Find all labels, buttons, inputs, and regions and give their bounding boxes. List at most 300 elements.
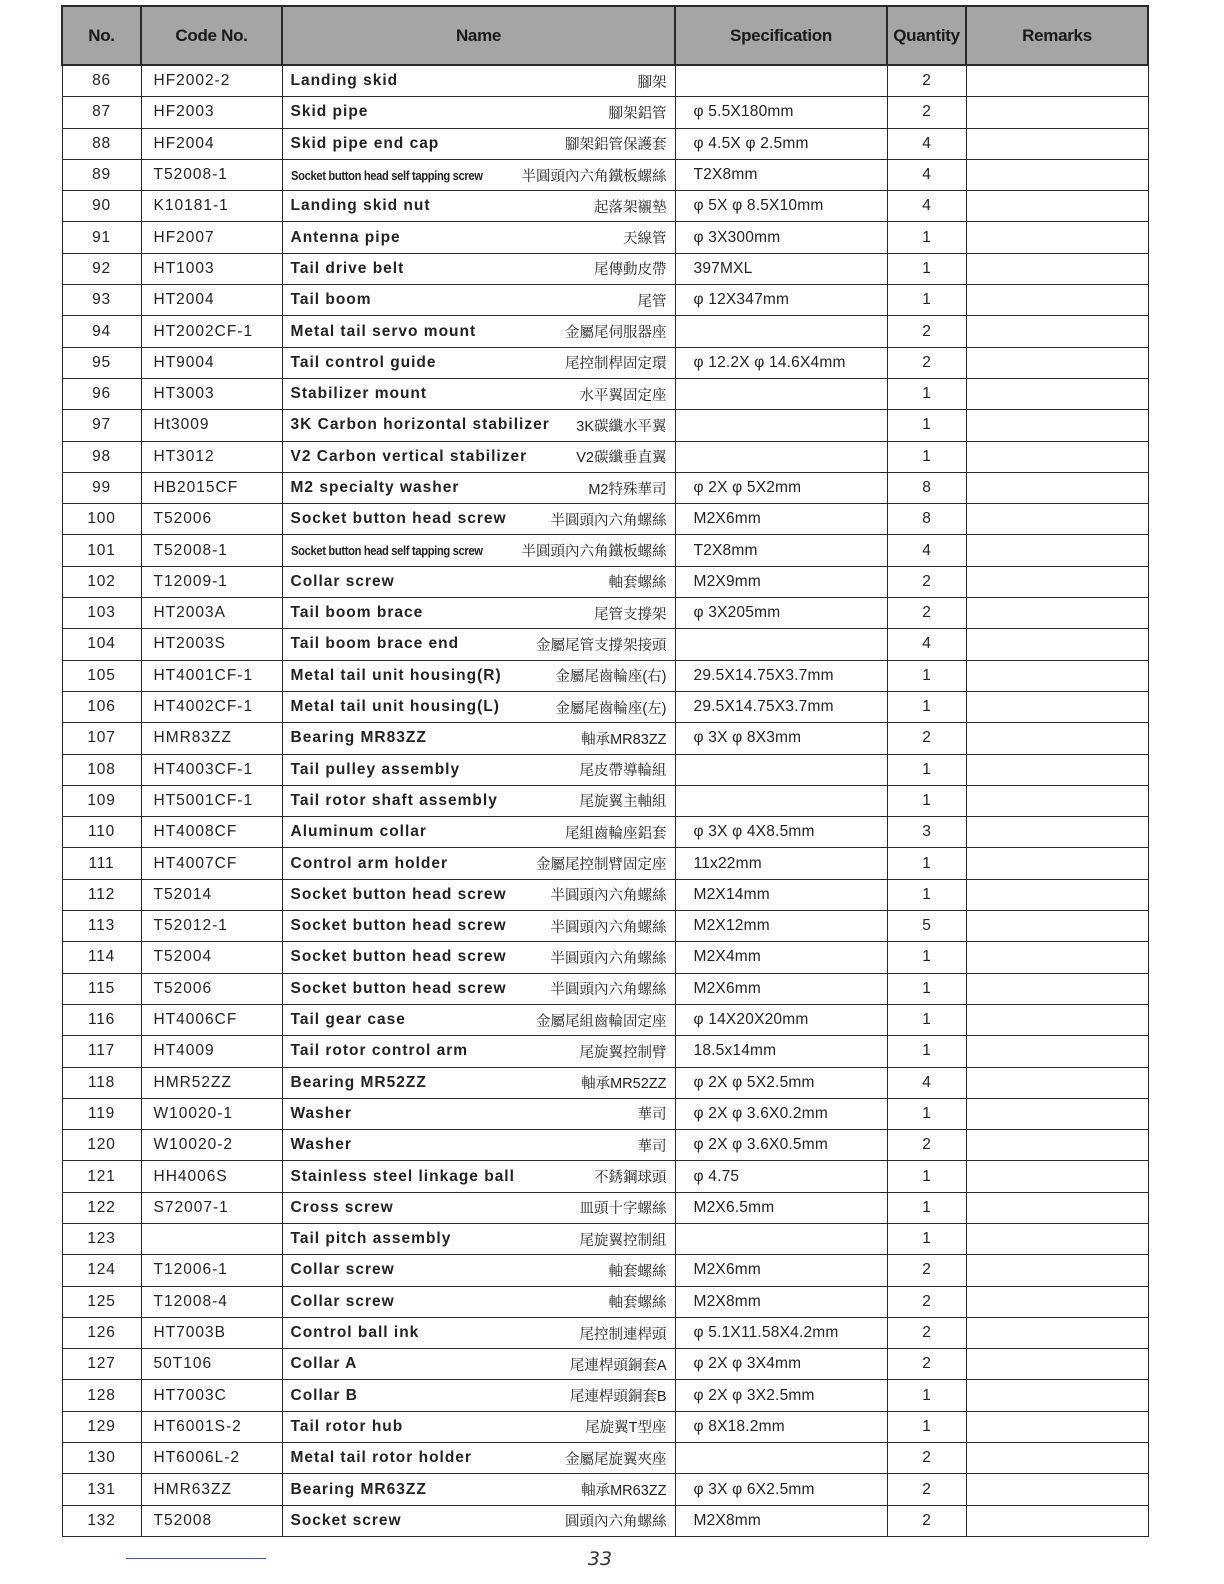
cell-code: HT4008CF <box>141 817 282 848</box>
part-name-en: Collar A <box>290 1355 358 1373</box>
part-name-zh: V2碳纖垂直翼 <box>576 450 667 467</box>
cell-spec: M2X6mm <box>675 1255 887 1286</box>
cell-no: 100 <box>62 504 141 535</box>
cell-name <box>282 1255 675 1286</box>
cell-spec: T2X8mm <box>675 159 887 190</box>
cell-qty: 2 <box>887 566 966 597</box>
cell-remarks <box>966 285 1148 316</box>
table-row <box>62 97 1148 128</box>
cell-code: T52006 <box>141 504 282 535</box>
header-qty: Quantity <box>887 6 966 65</box>
cell-code: HT4007CF <box>141 848 282 879</box>
cell-code: HT4009 <box>141 1036 282 1067</box>
cell-code: HT2004 <box>141 285 282 316</box>
cell-spec: M2X8mm <box>675 1505 887 1536</box>
cell-spec <box>675 1443 887 1474</box>
cell-no: 122 <box>62 1192 141 1223</box>
cell-name <box>282 1505 675 1536</box>
part-name-zh: 軸承MR52ZZ <box>581 1076 667 1093</box>
cell-spec: φ 3X φ 6X2.5mm <box>675 1474 887 1505</box>
cell-spec: M2X6mm <box>675 973 887 1004</box>
table-row <box>62 598 1148 629</box>
cell-code: HB2015CF <box>141 472 282 503</box>
cell-qty: 2 <box>887 97 966 128</box>
cell-code: T52008-1 <box>141 159 282 190</box>
cell-name <box>282 1130 675 1161</box>
cell-remarks <box>966 973 1148 1004</box>
cell-code: T12006-1 <box>141 1255 282 1286</box>
cell-name <box>282 191 675 222</box>
table-row <box>62 785 1148 816</box>
cell-remarks <box>966 378 1148 409</box>
part-name-en: Stabilizer mount <box>290 385 428 403</box>
cell-no: 125 <box>62 1286 141 1317</box>
cell-remarks <box>966 1036 1148 1067</box>
cell-spec: φ 8X18.2mm <box>675 1411 887 1442</box>
cell-spec: M2X6mm <box>675 504 887 535</box>
cell-name <box>282 65 675 97</box>
cell-no: 114 <box>62 942 141 973</box>
cell-name <box>282 660 675 691</box>
cell-name <box>282 629 675 660</box>
cell-name <box>282 316 675 347</box>
cell-qty: 1 <box>887 754 966 785</box>
cell-code: HF2007 <box>141 222 282 253</box>
cell-spec: 397MXL <box>675 253 887 284</box>
cell-code: HT5001CF-1 <box>141 785 282 816</box>
cell-no: 124 <box>62 1255 141 1286</box>
table-row <box>62 1255 1148 1286</box>
part-name-en: V2 Carbon vertical stabilizer <box>290 447 528 465</box>
part-name-zh: 尾控制桿固定環 <box>565 356 667 373</box>
cell-name <box>282 1474 675 1505</box>
cell-spec: M2X12mm <box>675 911 887 942</box>
part-name-zh: 金屬尾管支撐架接頭 <box>536 637 667 654</box>
header-spec: Specification <box>675 6 887 65</box>
cell-spec <box>675 629 887 660</box>
part-name-en: Antenna pipe <box>290 228 401 246</box>
cell-no: 94 <box>62 316 141 347</box>
part-name-en: Aluminum collar <box>290 823 427 841</box>
cell-no: 128 <box>62 1380 141 1411</box>
cell-spec: 29.5X14.75X3.7mm <box>675 691 887 722</box>
cell-qty: 1 <box>887 973 966 1004</box>
table-row <box>62 1223 1148 1254</box>
cell-qty: 1 <box>887 1192 966 1223</box>
cell-code: HT6001S-2 <box>141 1411 282 1442</box>
cell-no: 127 <box>62 1349 141 1380</box>
page-number: 33 <box>587 1548 613 1570</box>
cell-no: 102 <box>62 566 141 597</box>
table-row <box>62 253 1148 284</box>
part-name-en: Tail pitch assembly <box>290 1230 452 1248</box>
cell-spec <box>675 316 887 347</box>
table-row <box>62 1317 1148 1348</box>
cell-no: 118 <box>62 1067 141 1098</box>
cell-no: 110 <box>62 817 141 848</box>
cell-remarks <box>966 1411 1148 1442</box>
cell-no: 121 <box>62 1161 141 1192</box>
cell-qty: 8 <box>887 504 966 535</box>
cell-qty: 1 <box>887 285 966 316</box>
part-name-en: Control arm holder <box>290 854 449 872</box>
cell-spec: φ 2X φ 3.6X0.2mm <box>675 1098 887 1129</box>
cell-no: 116 <box>62 1004 141 1035</box>
cell-code: T52008 <box>141 1505 282 1536</box>
part-name-en: Socket screw <box>290 1511 402 1529</box>
cell-spec <box>675 65 887 97</box>
part-name-en: Cross screw <box>290 1198 394 1216</box>
part-name-en: Landing skid nut <box>290 197 431 215</box>
cell-remarks <box>966 472 1148 503</box>
cell-spec: M2X4mm <box>675 942 887 973</box>
cell-spec <box>675 754 887 785</box>
cell-qty: 2 <box>887 1474 966 1505</box>
cell-spec <box>675 785 887 816</box>
part-name-en: Bearing MR52ZZ <box>290 1073 427 1091</box>
cell-qty: 1 <box>887 1098 966 1129</box>
cell-qty: 2 <box>887 1317 966 1348</box>
table-row <box>62 65 1148 97</box>
table-row <box>62 378 1148 409</box>
cell-remarks <box>966 504 1148 535</box>
table-row <box>62 973 1148 1004</box>
cell-qty: 8 <box>887 472 966 503</box>
cell-name <box>282 691 675 722</box>
table-row <box>62 942 1148 973</box>
cell-remarks <box>966 879 1148 910</box>
part-name-en: Tail gear case <box>290 1011 406 1029</box>
cell-code: HT4003CF-1 <box>141 754 282 785</box>
part-name-zh: 尾旋翼控制臂 <box>579 1044 667 1061</box>
table-row <box>62 1130 1148 1161</box>
cell-spec: φ 12X347mm <box>675 285 887 316</box>
table-row <box>62 1036 1148 1067</box>
cell-qty: 2 <box>887 1286 966 1317</box>
cell-qty: 1 <box>887 1161 966 1192</box>
cell-code: HT9004 <box>141 347 282 378</box>
cell-qty: 1 <box>887 1036 966 1067</box>
cell-no: 88 <box>62 128 141 159</box>
cell-no: 112 <box>62 879 141 910</box>
cell-remarks <box>966 97 1148 128</box>
cell-remarks <box>966 347 1148 378</box>
cell-remarks <box>966 65 1148 97</box>
part-name-zh: 半圓頭內六角鐵板螺絲 <box>521 544 667 561</box>
cell-qty: 2 <box>887 723 966 754</box>
cell-name <box>282 347 675 378</box>
cell-no: 111 <box>62 848 141 879</box>
part-name-zh: 金屬尾伺服器座 <box>565 325 667 342</box>
cell-remarks <box>966 1130 1148 1161</box>
part-name-en: Bearing MR83ZZ <box>290 729 427 747</box>
table-row <box>62 1443 1148 1474</box>
cell-qty: 1 <box>887 660 966 691</box>
cell-remarks <box>966 191 1148 222</box>
table-row <box>62 535 1148 566</box>
cell-qty: 1 <box>887 1004 966 1035</box>
cell-spec: φ 3X300mm <box>675 222 887 253</box>
cell-name <box>282 97 675 128</box>
table-row <box>62 1380 1148 1411</box>
part-name-en: Collar screw <box>290 1292 395 1310</box>
part-name-en: Skid pipe end cap <box>290 134 440 152</box>
part-name-en: Socket button head screw <box>290 979 507 997</box>
cell-remarks <box>966 1161 1148 1192</box>
cell-qty: 1 <box>887 253 966 284</box>
cell-no: 96 <box>62 378 141 409</box>
part-name-zh: 不銹鋼球頭 <box>594 1170 667 1187</box>
cell-remarks <box>966 911 1148 942</box>
table-header-row <box>62 6 1148 65</box>
cell-qty: 2 <box>887 65 966 97</box>
part-name-zh: 金屬尾旋翼夾座 <box>565 1451 667 1468</box>
cell-qty: 4 <box>887 128 966 159</box>
cell-no: 109 <box>62 785 141 816</box>
cell-qty: 1 <box>887 848 966 879</box>
table-row <box>62 159 1148 190</box>
cell-no: 120 <box>62 1130 141 1161</box>
cell-remarks <box>966 723 1148 754</box>
part-name-zh: 尾組齒輪座鋁套 <box>565 825 667 842</box>
cell-name <box>282 1286 675 1317</box>
part-name-en: M2 specialty washer <box>290 479 460 496</box>
cell-spec: M2X6.5mm <box>675 1192 887 1223</box>
cell-name <box>282 472 675 503</box>
part-name-zh: 半圓頭內六角螺絲 <box>550 919 667 936</box>
cell-qty: 1 <box>887 1223 966 1254</box>
part-name-zh: 華司 <box>637 1138 667 1155</box>
cell-code: HT4002CF-1 <box>141 691 282 722</box>
cell-spec: φ 5.1X11.58X4.2mm <box>675 1317 887 1348</box>
cell-qty: 2 <box>887 316 966 347</box>
part-name-zh: 圓頭內六角螺絲 <box>565 1514 667 1531</box>
cell-name <box>282 1317 675 1348</box>
part-name-en: Tail pulley assembly <box>290 760 461 778</box>
cell-qty: 5 <box>887 911 966 942</box>
footer-rule <box>126 1558 266 1559</box>
part-name-zh: 半圓頭內六角螺絲 <box>550 512 667 529</box>
cell-spec <box>675 410 887 441</box>
cell-name <box>282 785 675 816</box>
cell-no: 89 <box>62 159 141 190</box>
cell-code: HT4001CF-1 <box>141 660 282 691</box>
cell-code: T52014 <box>141 879 282 910</box>
cell-name <box>282 942 675 973</box>
part-name-en: Tail rotor control arm <box>290 1042 469 1060</box>
cell-remarks <box>966 848 1148 879</box>
cell-no: 123 <box>62 1223 141 1254</box>
cell-remarks <box>966 1192 1148 1223</box>
cell-name <box>282 222 675 253</box>
cell-name <box>282 159 675 190</box>
part-name-zh: 腳架 <box>637 74 667 91</box>
cell-qty: 1 <box>887 691 966 722</box>
table-row <box>62 128 1148 159</box>
cell-spec: φ 12.2X φ 14.6X4mm <box>675 347 887 378</box>
cell-code: T52008-1 <box>141 535 282 566</box>
cell-remarks <box>966 1098 1148 1129</box>
table-row <box>62 1411 1148 1442</box>
header-code: Code No. <box>141 6 282 65</box>
part-name-zh: 金屬尾齒輪座(左) <box>555 700 667 717</box>
cell-no: 107 <box>62 723 141 754</box>
part-name-zh: 尾連桿頭銅套A <box>569 1357 667 1374</box>
cell-name <box>282 1067 675 1098</box>
part-name-en: 3K Carbon horizontal stabilizer <box>290 416 550 434</box>
cell-no: 117 <box>62 1036 141 1067</box>
cell-code: Ht3009 <box>141 410 282 441</box>
cell-no: 95 <box>62 347 141 378</box>
part-name-zh: 軸套螺絲 <box>608 575 667 592</box>
cell-name <box>282 253 675 284</box>
cell-name <box>282 973 675 1004</box>
cell-qty: 4 <box>887 535 966 566</box>
part-name-en: Socket button head screw <box>290 510 507 528</box>
cell-no: 104 <box>62 629 141 660</box>
cell-qty: 2 <box>887 598 966 629</box>
cell-remarks <box>966 222 1148 253</box>
part-name-en: Socket button head self tapping screw <box>290 167 483 183</box>
table-row <box>62 1004 1148 1035</box>
cell-no: 115 <box>62 973 141 1004</box>
cell-code <box>141 1223 282 1254</box>
part-name-en: Metal tail servo mount <box>290 322 477 340</box>
cell-name <box>282 1411 675 1442</box>
cell-no: 105 <box>62 660 141 691</box>
part-name-en: Collar screw <box>290 1261 395 1279</box>
cell-code: HMR52ZZ <box>141 1067 282 1098</box>
cell-no: 132 <box>62 1505 141 1536</box>
part-name-en: Washer <box>290 1136 352 1154</box>
cell-no: 93 <box>62 285 141 316</box>
table-row <box>62 1067 1148 1098</box>
table-row <box>62 1161 1148 1192</box>
cell-name <box>282 754 675 785</box>
table-row <box>62 410 1148 441</box>
part-name-zh: 尾傳動皮帶 <box>594 262 667 279</box>
cell-qty: 4 <box>887 629 966 660</box>
cell-spec: φ 2X φ 5X2mm <box>675 472 887 503</box>
table-row <box>62 347 1148 378</box>
cell-spec: φ 4.5X φ 2.5mm <box>675 128 887 159</box>
cell-spec: T2X8mm <box>675 535 887 566</box>
table-row <box>62 660 1148 691</box>
cell-name <box>282 879 675 910</box>
cell-spec: 11x22mm <box>675 848 887 879</box>
cell-name <box>282 848 675 879</box>
cell-no: 130 <box>62 1443 141 1474</box>
table-row <box>62 691 1148 722</box>
cell-name <box>282 911 675 942</box>
table-row <box>62 1098 1148 1129</box>
cell-remarks <box>966 1474 1148 1505</box>
cell-remarks <box>966 410 1148 441</box>
cell-name <box>282 1349 675 1380</box>
cell-remarks <box>966 253 1148 284</box>
part-name-zh: 華司 <box>637 1107 667 1124</box>
cell-qty: 1 <box>887 441 966 472</box>
cell-spec: M2X9mm <box>675 566 887 597</box>
part-name-en: Socket button head screw <box>290 948 507 966</box>
cell-code: HMR83ZZ <box>141 723 282 754</box>
part-name-en: Metal tail unit housing(L) <box>290 698 500 716</box>
part-name-zh: 尾旋翼控制組 <box>579 1232 667 1249</box>
cell-name <box>282 723 675 754</box>
part-name-zh: 軸套螺絲 <box>608 1295 667 1312</box>
cell-code: HT3012 <box>141 441 282 472</box>
cell-code: 50T106 <box>141 1349 282 1380</box>
cell-remarks <box>966 785 1148 816</box>
part-name-en: Bearing MR63ZZ <box>290 1480 427 1498</box>
part-name-en: Tail boom brace end <box>290 635 460 653</box>
cell-spec: φ 14X20X20mm <box>675 1004 887 1035</box>
cell-code: T12008-4 <box>141 1286 282 1317</box>
table-row <box>62 911 1148 942</box>
part-name-zh: 尾皮帶導輪組 <box>579 763 667 780</box>
part-name-zh: 尾管支撐架 <box>594 606 667 623</box>
part-name-en: Socket button head screw <box>290 885 507 903</box>
table-row <box>62 848 1148 879</box>
table-row <box>62 1192 1148 1223</box>
cell-remarks <box>966 1067 1148 1098</box>
cell-remarks <box>966 817 1148 848</box>
cell-qty: 4 <box>887 191 966 222</box>
cell-qty: 1 <box>887 942 966 973</box>
cell-qty: 2 <box>887 1130 966 1161</box>
part-name-en: Tail rotor hub <box>290 1417 404 1435</box>
part-name-zh: 半圓頭內六角螺絲 <box>550 888 667 905</box>
cell-qty: 2 <box>887 347 966 378</box>
cell-spec: φ 2X φ 3X2.5mm <box>675 1380 887 1411</box>
cell-name <box>282 1380 675 1411</box>
cell-spec <box>675 441 887 472</box>
part-name-zh: 金屬尾齒輪座(右) <box>555 669 667 686</box>
cell-name <box>282 566 675 597</box>
table-row <box>62 316 1148 347</box>
cell-no: 131 <box>62 1474 141 1505</box>
part-name-zh: 金屬尾組齒輪固定座 <box>536 1013 667 1030</box>
part-name-en: Metal tail unit housing(R) <box>290 666 502 684</box>
cell-name <box>282 1036 675 1067</box>
cell-code: S72007-1 <box>141 1192 282 1223</box>
table-row <box>62 472 1148 503</box>
cell-remarks <box>966 441 1148 472</box>
part-name-zh: 尾旋翼主軸組 <box>579 794 667 811</box>
cell-remarks <box>966 754 1148 785</box>
table-row <box>62 222 1148 253</box>
cell-name <box>282 128 675 159</box>
part-name-zh: 軸承MR63ZZ <box>581 1483 667 1499</box>
cell-remarks <box>966 691 1148 722</box>
cell-no: 87 <box>62 97 141 128</box>
part-name-zh: 尾旋翼T型座 <box>585 1420 667 1437</box>
cell-spec: φ 5.5X180mm <box>675 97 887 128</box>
cell-no: 119 <box>62 1098 141 1129</box>
cell-remarks <box>966 535 1148 566</box>
cell-remarks <box>966 128 1148 159</box>
cell-name <box>282 817 675 848</box>
cell-qty: 2 <box>887 1255 966 1286</box>
part-name-en: Washer <box>290 1104 352 1122</box>
cell-code: HF2004 <box>141 128 282 159</box>
cell-name <box>282 1192 675 1223</box>
cell-no: 92 <box>62 253 141 284</box>
table-row <box>62 566 1148 597</box>
cell-spec: φ 3X φ 4X8.5mm <box>675 817 887 848</box>
part-name-zh: 起落架襯墊 <box>594 199 667 216</box>
part-name-zh: 腳架鋁管 <box>608 105 667 122</box>
